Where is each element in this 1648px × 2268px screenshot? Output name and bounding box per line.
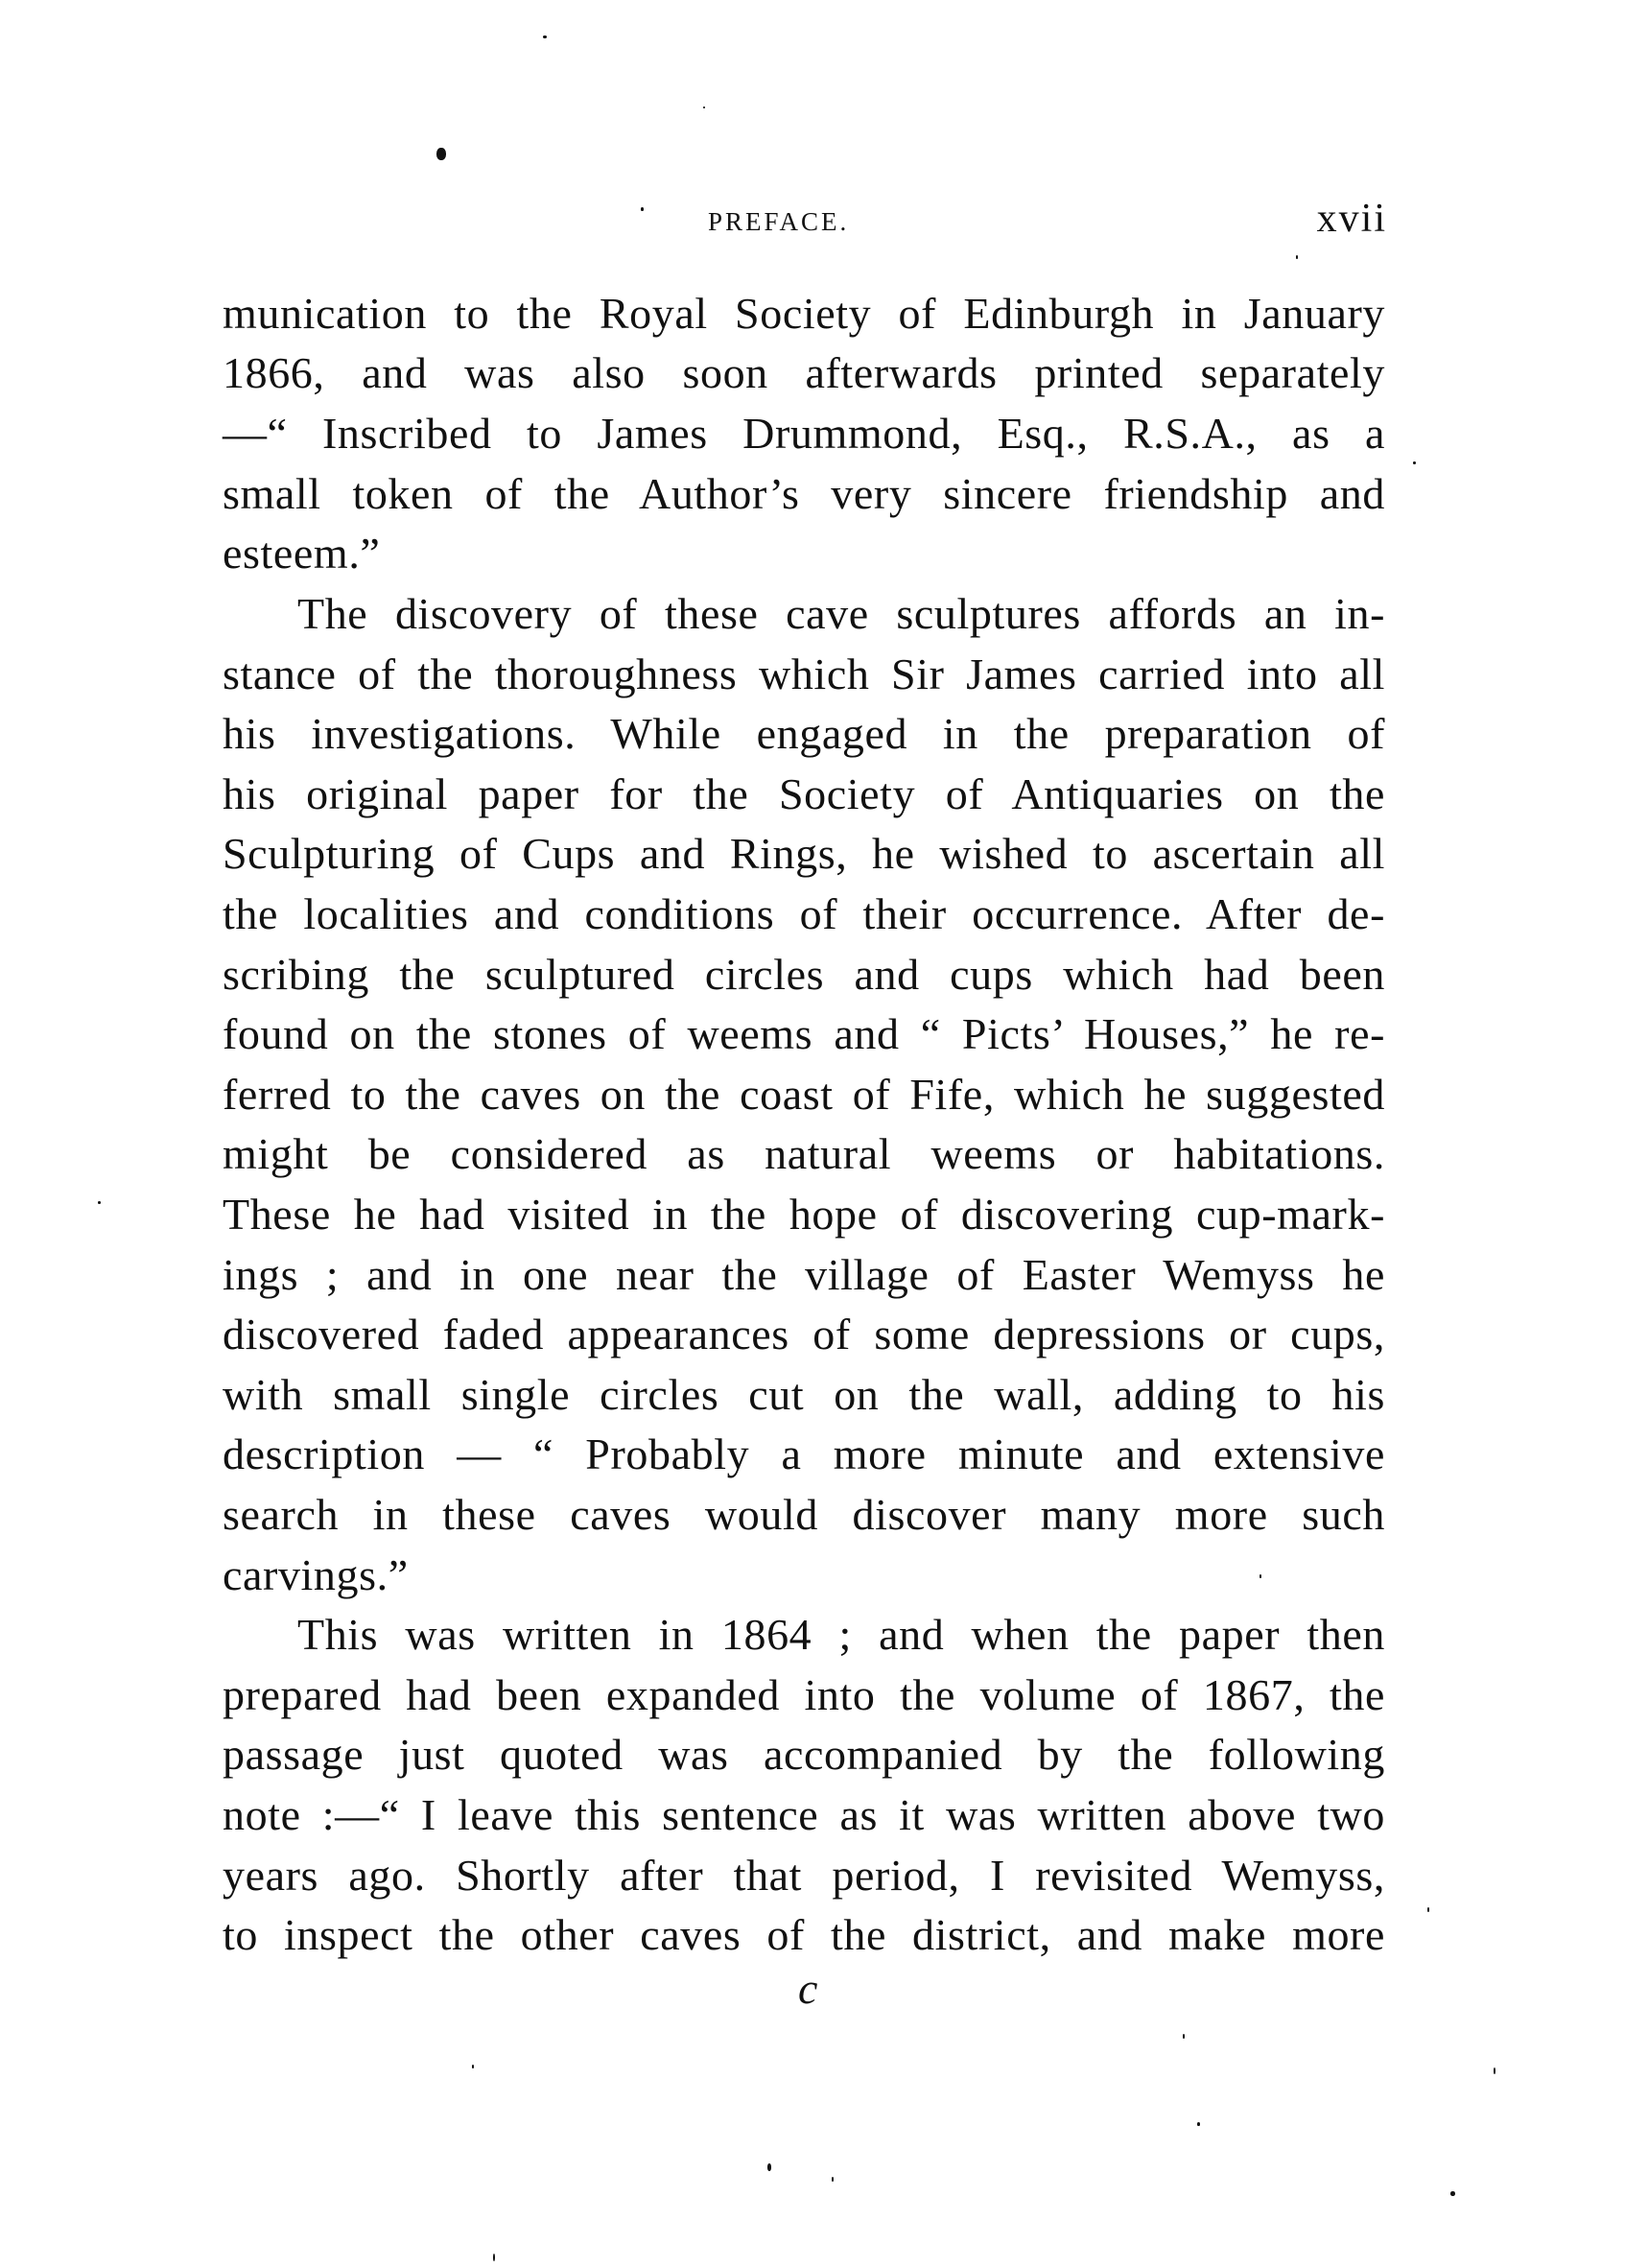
text-line: note :—“ I leave this sentence as it was written above two	[223, 1790, 1385, 1839]
scan-speck	[98, 1201, 101, 1204]
scan-speck	[703, 106, 705, 108]
scan-speck	[1296, 255, 1298, 259]
text-line: esteem.”	[223, 529, 381, 578]
text-line: might be considered as natural weems or habitations.	[223, 1129, 1385, 1178]
scan-speck	[493, 2254, 495, 2261]
text-line: years ago. Shortly after that period, I revisited Wemyss,	[223, 1851, 1385, 1900]
text-line: prepared had been expanded into the volume of 1867, the	[223, 1670, 1385, 1719]
scan-speck	[832, 2177, 834, 2182]
text-line: the localities and conditions of their occurrence. After de-	[223, 889, 1385, 938]
text-line: discovered faded appearances of some depressions or cups,	[223, 1310, 1385, 1358]
text-line: to inspect the other caves of the district, and make more	[223, 1910, 1385, 1959]
paragraph-start-line: This was written in 1864 ; and when the paper then	[297, 1610, 1385, 1659]
running-head-title: PREFACE.	[708, 207, 850, 236]
text-line: These he had visited in the hope of discovering cup-mark-	[223, 1190, 1385, 1239]
text-line: his investigations. While engaged in the preparation of	[223, 709, 1385, 758]
scan-speck	[1197, 2122, 1200, 2126]
scan-speck	[472, 2065, 474, 2068]
text-line: 1866, and was also soon afterwards printed separately	[223, 348, 1385, 397]
scan-speck	[1427, 1907, 1429, 1912]
paragraph-start-line: The discovery of these cave sculptures affords an in-	[297, 589, 1385, 638]
scan-speck	[1183, 2034, 1185, 2039]
page-number: xvii	[1316, 197, 1387, 241]
text-line: found on the stones of weems and “ Picts’ Houses,” he re-	[223, 1009, 1385, 1058]
text-line: search in these caves would discover many more such	[223, 1490, 1385, 1539]
text-line: munication to the Royal Society of Edinburgh in January	[223, 289, 1385, 338]
text-line: small token of the Author’s very sincere friendship and	[223, 469, 1385, 518]
text-line: carvings.”	[223, 1550, 409, 1599]
text-line: —“ Inscribed to James Drummond, Esq., R.S.A., as a	[223, 409, 1385, 458]
text-line: stance of the thoroughness which Sir James carried into all	[223, 650, 1385, 698]
signature-mark: c	[798, 1964, 818, 2013]
text-line: his original paper for the Society of Antiquaries on the	[223, 769, 1385, 818]
text-line: ferred to the caves on the coast of Fife, which he suggested	[223, 1070, 1385, 1119]
scan-speck	[1413, 461, 1416, 464]
scan-speck	[767, 2163, 771, 2171]
running-head	[223, 197, 1387, 241]
text-line: passage just quoted was accompanied by the following	[223, 1730, 1385, 1779]
text-line: description — “ Probably a more minute and extensive	[223, 1429, 1385, 1478]
scan-speck	[436, 148, 446, 160]
scan-speck	[1450, 2191, 1455, 2196]
scan-speck	[1494, 2067, 1495, 2074]
scan-speck	[543, 35, 547, 38]
text-line: Sculpturing of Cups and Rings, he wished to ascertain all	[223, 829, 1385, 878]
text-line: with small single circles cut on the wall, adding to his	[223, 1370, 1385, 1419]
text-line: ings ; and in one near the village of Easter Wemyss he	[223, 1250, 1385, 1299]
text-line: scribing the sculptured circles and cups which had been	[223, 950, 1385, 999]
